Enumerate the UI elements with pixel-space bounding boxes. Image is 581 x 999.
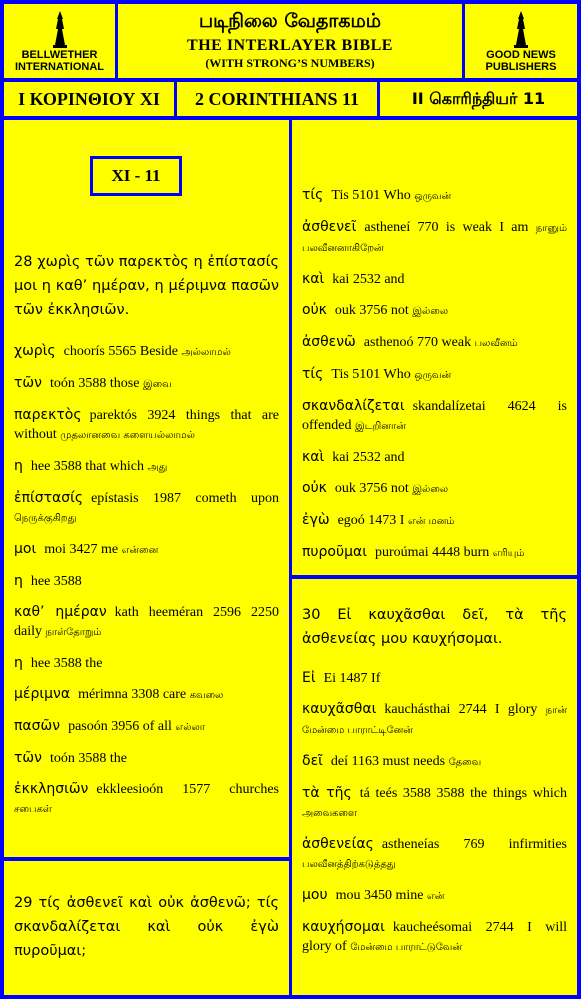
- greek-word: καθ’ ημέραν: [14, 604, 107, 620]
- greek-word: οὐκ: [302, 480, 327, 496]
- interlinear-entry: [302, 700, 567, 740]
- transliteration-strongs-gloss: moi 3427 me: [44, 542, 119, 557]
- tamil-gloss: இல்லை: [412, 484, 449, 495]
- bellwether-logo: [4, 4, 115, 78]
- header-title-block: [118, 4, 462, 78]
- interlinear-entry: [302, 448, 567, 467]
- tamil-gloss: என்: [426, 891, 445, 902]
- transliteration-strongs-gloss: kai 2532 and: [332, 272, 405, 287]
- greek-word: χωρὶς: [14, 343, 56, 359]
- greek-word: η: [14, 458, 23, 474]
- tamil-gloss: மேன்மை பாராட்டுவேன்: [350, 942, 463, 953]
- interlinear-entry: [302, 365, 567, 385]
- greek-word: ἐγὼ: [302, 512, 330, 528]
- verse-29-interlinear: [302, 186, 567, 563]
- greek-word: καὶ: [302, 449, 325, 465]
- tamil-gloss: என்னை: [121, 545, 159, 556]
- chapter-label: XI - 11: [90, 156, 182, 196]
- subtitle: (WITH STRONG’S NUMBERS): [205, 56, 375, 70]
- greek-word: ἀσθενείας: [302, 836, 374, 852]
- verse-28-panel: [4, 120, 289, 857]
- greek-word: τίς: [302, 366, 324, 382]
- tamil-gloss: இவை: [142, 379, 172, 390]
- transliteration-strongs-gloss: asthenoó 770 weak: [363, 335, 472, 350]
- greek-word: παρεκτὸς: [14, 407, 82, 423]
- transliteration-strongs-gloss: Tis 5101 Who: [331, 367, 411, 382]
- verse-29-text: 29 τίς ἀσθενεῖ καὶ οὐκ ἀσθενῶ; τίς σκανδαλίζεται καὶ οὐκ ἐγὼ πυροῦμαι;: [14, 895, 279, 959]
- interlinear-entry: [302, 218, 567, 258]
- transliteration-strongs-gloss: kath heeméran 2596 2250 daily: [14, 605, 279, 639]
- good-news-logo-line2: PUBLISHERS: [485, 61, 557, 73]
- transliteration-strongs-gloss: hee 3588: [30, 574, 82, 589]
- greek-word: μέριμνα: [14, 686, 71, 702]
- transliteration-strongs-gloss: kaucheésomai 2744 I will glory of: [302, 920, 567, 954]
- transliteration-strongs-gloss: epístasis 1987 cometh upon: [91, 491, 279, 506]
- interlinear-entry: [14, 342, 279, 362]
- transliteration-strongs-gloss: toón 3588 the: [49, 751, 127, 766]
- interlinear-entry: [302, 835, 567, 874]
- interlinear-entry: [14, 654, 279, 673]
- greek-word: ἀσθενῶ: [302, 334, 356, 350]
- interlinear-entry: [302, 669, 567, 688]
- transliteration-strongs-gloss: mou 3450 mine: [335, 888, 424, 903]
- transliteration-strongs-gloss: hee 3588 that which: [30, 459, 145, 474]
- interlinear-entry: [302, 301, 567, 321]
- tamil-gloss: ஒருவன்: [414, 191, 452, 202]
- tamil-gloss: பலவீனம்: [474, 338, 518, 349]
- interlinear-entry: [14, 685, 279, 705]
- interlinear-entry: [14, 489, 279, 528]
- english-book-title: 2 CORINTHIANS 11: [177, 82, 377, 116]
- verse-30-interlinear: [302, 669, 567, 957]
- transliteration-strongs-gloss: astheneías 769 infirmities: [381, 837, 567, 852]
- interlinear-entry: [14, 780, 279, 819]
- verse-29-panel: [4, 861, 289, 995]
- bellwether-logo-line2: INTERNATIONAL: [14, 61, 104, 73]
- verse-30-text: 30 Εἰ καυχᾶσθαι δεῖ, τὰ τῆς ἀσθενείας μου καυχήσομαι.: [302, 607, 567, 647]
- transliteration-strongs-gloss: puroúmai 4448 burn: [374, 545, 490, 560]
- greek-word: ἐπίστασίς: [14, 490, 84, 506]
- greek-word: μου: [302, 887, 328, 903]
- interlinear-entry: [14, 540, 279, 560]
- transliteration-strongs-gloss: astheneí 770 is weak I am: [364, 220, 529, 235]
- verse-29-interlinear-panel: [292, 120, 577, 575]
- transliteration-strongs-gloss: ouk 3756 not: [334, 303, 409, 318]
- greek-word: η: [14, 573, 23, 589]
- interlinear-entry: [302, 270, 567, 289]
- greek-word: τὰ τῆς: [302, 785, 352, 801]
- tamil-gloss: எரியும்: [492, 548, 525, 559]
- transliteration-strongs-gloss: egoó 1473 I: [337, 513, 405, 528]
- good-news-logo-icon: [512, 9, 530, 49]
- transliteration-strongs-gloss: mérimna 3308 care: [78, 687, 187, 702]
- transliteration-strongs-gloss: choorís 5565 Beside: [63, 344, 178, 359]
- tamil-gloss: நெருக்குகிறது: [14, 513, 77, 524]
- bellwether-logo-icon: [51, 9, 69, 49]
- transliteration-strongs-gloss: Tis 5101 Who: [331, 188, 411, 203]
- transliteration-strongs-gloss: pasoón 3956 of all: [68, 719, 172, 734]
- greek-word: μοι: [14, 541, 37, 557]
- transliteration-strongs-gloss: ekkleesioón 1577 churches: [96, 782, 279, 797]
- tamil-book-title: II கொரிந்தியர் 11: [380, 82, 577, 116]
- tamil-gloss: பலவீனத்திற்கடுத்தது: [302, 859, 396, 870]
- tamil-gloss: தேவை: [448, 757, 482, 768]
- interlinear-entry: [302, 479, 567, 499]
- interlinear-entry: [14, 457, 279, 477]
- tamil-gloss: அது: [147, 462, 168, 473]
- tamil-gloss: சபைகள்: [14, 804, 52, 815]
- tamil-gloss: கவலை: [189, 690, 224, 701]
- interlinear-entry: [302, 752, 567, 772]
- verse-30-panel: [292, 579, 577, 995]
- interlinear-entry: [302, 186, 567, 206]
- interlinear-entry: [302, 511, 567, 531]
- greek-word: τίς: [302, 187, 324, 203]
- greek-word: καυχᾶσθαι: [302, 701, 377, 717]
- transliteration-strongs-gloss: parektós 3924 things that are without: [14, 408, 279, 442]
- greek-word: τῶν: [14, 375, 42, 391]
- interlinear-entry: [14, 749, 279, 768]
- interlinear-entry: [14, 572, 279, 591]
- interlinear-entry: [302, 784, 567, 823]
- greek-book-title: I ΚΟΡΙΝΘΙΟΥ ΧΙ: [4, 82, 174, 116]
- tamil-gloss: எல்லா: [175, 722, 206, 733]
- interlinear-entry: [302, 886, 567, 906]
- interlinear-entry: [302, 333, 567, 353]
- greek-word: πυροῦμαι: [302, 544, 367, 560]
- good-news-logo: [465, 4, 577, 78]
- transliteration-strongs-gloss: kauchásthai 2744 I glory: [384, 702, 538, 717]
- tamil-gloss: முதலானவை களையல்லாமல்: [60, 430, 195, 441]
- transliteration-strongs-gloss: hee 3588 the: [30, 656, 103, 671]
- tamil-gloss: நாள்தோறும்: [45, 627, 102, 638]
- transliteration-strongs-gloss: tá teés 3588 3588 the things which: [359, 786, 567, 801]
- interlinear-entry: [14, 406, 279, 445]
- bellwether-logo-line1: BELLWETHER: [21, 49, 98, 61]
- verse-28-text: 28 χωρὶς τῶν παρεκτὸς η ἐπίστασίς μοι η καθ’ ημέραν, η μέριμνα πασῶν τῶν ἐκκλησιῶν.: [14, 254, 279, 318]
- english-title: THE INTERLAYER BIBLE: [187, 37, 393, 54]
- greek-word: τῶν: [14, 750, 42, 766]
- greek-word: Εἰ: [302, 670, 316, 686]
- tamil-gloss: ஒருவன்: [414, 370, 452, 381]
- tamil-gloss: இல்லை: [412, 306, 449, 317]
- greek-word: δεῖ: [302, 753, 323, 769]
- tamil-gloss: என் மனம்: [407, 516, 455, 527]
- interlinear-entry: [302, 543, 567, 563]
- greek-word: ἀσθενεῖ: [302, 219, 357, 235]
- verse-28-interlinear: [14, 342, 279, 819]
- greek-word: ἐκκλησιῶν: [14, 781, 89, 797]
- greek-word: οὐκ: [302, 302, 327, 318]
- interlinear-entry: [14, 717, 279, 737]
- tamil-title: படிநிலை வேதாகமம்: [198, 10, 382, 32]
- tamil-gloss: நானும் பலவீனனாகிறேன்: [302, 223, 568, 254]
- tamil-gloss: அவைகளை: [302, 808, 358, 819]
- transliteration-strongs-gloss: kai 2532 and: [332, 450, 405, 465]
- greek-word: καυχήσομαι: [302, 919, 385, 935]
- greek-word: σκανδαλίζεται: [302, 398, 405, 414]
- interlinear-entry: [302, 397, 567, 436]
- greek-word: η: [14, 655, 23, 671]
- interlinear-entry: [14, 603, 279, 642]
- transliteration-strongs-gloss: deí 1163 must needs: [330, 754, 446, 769]
- interlinear-entry: [14, 374, 279, 394]
- greek-word: καὶ: [302, 271, 325, 287]
- tamil-gloss: இடறினான்: [355, 421, 406, 432]
- greek-word: πασῶν: [14, 718, 61, 734]
- interlinear-entry: [302, 918, 567, 957]
- tamil-gloss: அல்லாமல்: [181, 347, 231, 358]
- transliteration-strongs-gloss: toón 3588 those: [49, 376, 140, 391]
- transliteration-strongs-gloss: Ei 1487 If: [323, 671, 381, 686]
- tamil-gloss: நான் மேன்மை பாராட்டினேன்: [302, 705, 568, 736]
- transliteration-strongs-gloss: skandalízetai 4624 is offended: [302, 399, 567, 433]
- good-news-logo-line1: GOOD NEWS: [486, 49, 556, 61]
- transliteration-strongs-gloss: ouk 3756 not: [334, 481, 409, 496]
